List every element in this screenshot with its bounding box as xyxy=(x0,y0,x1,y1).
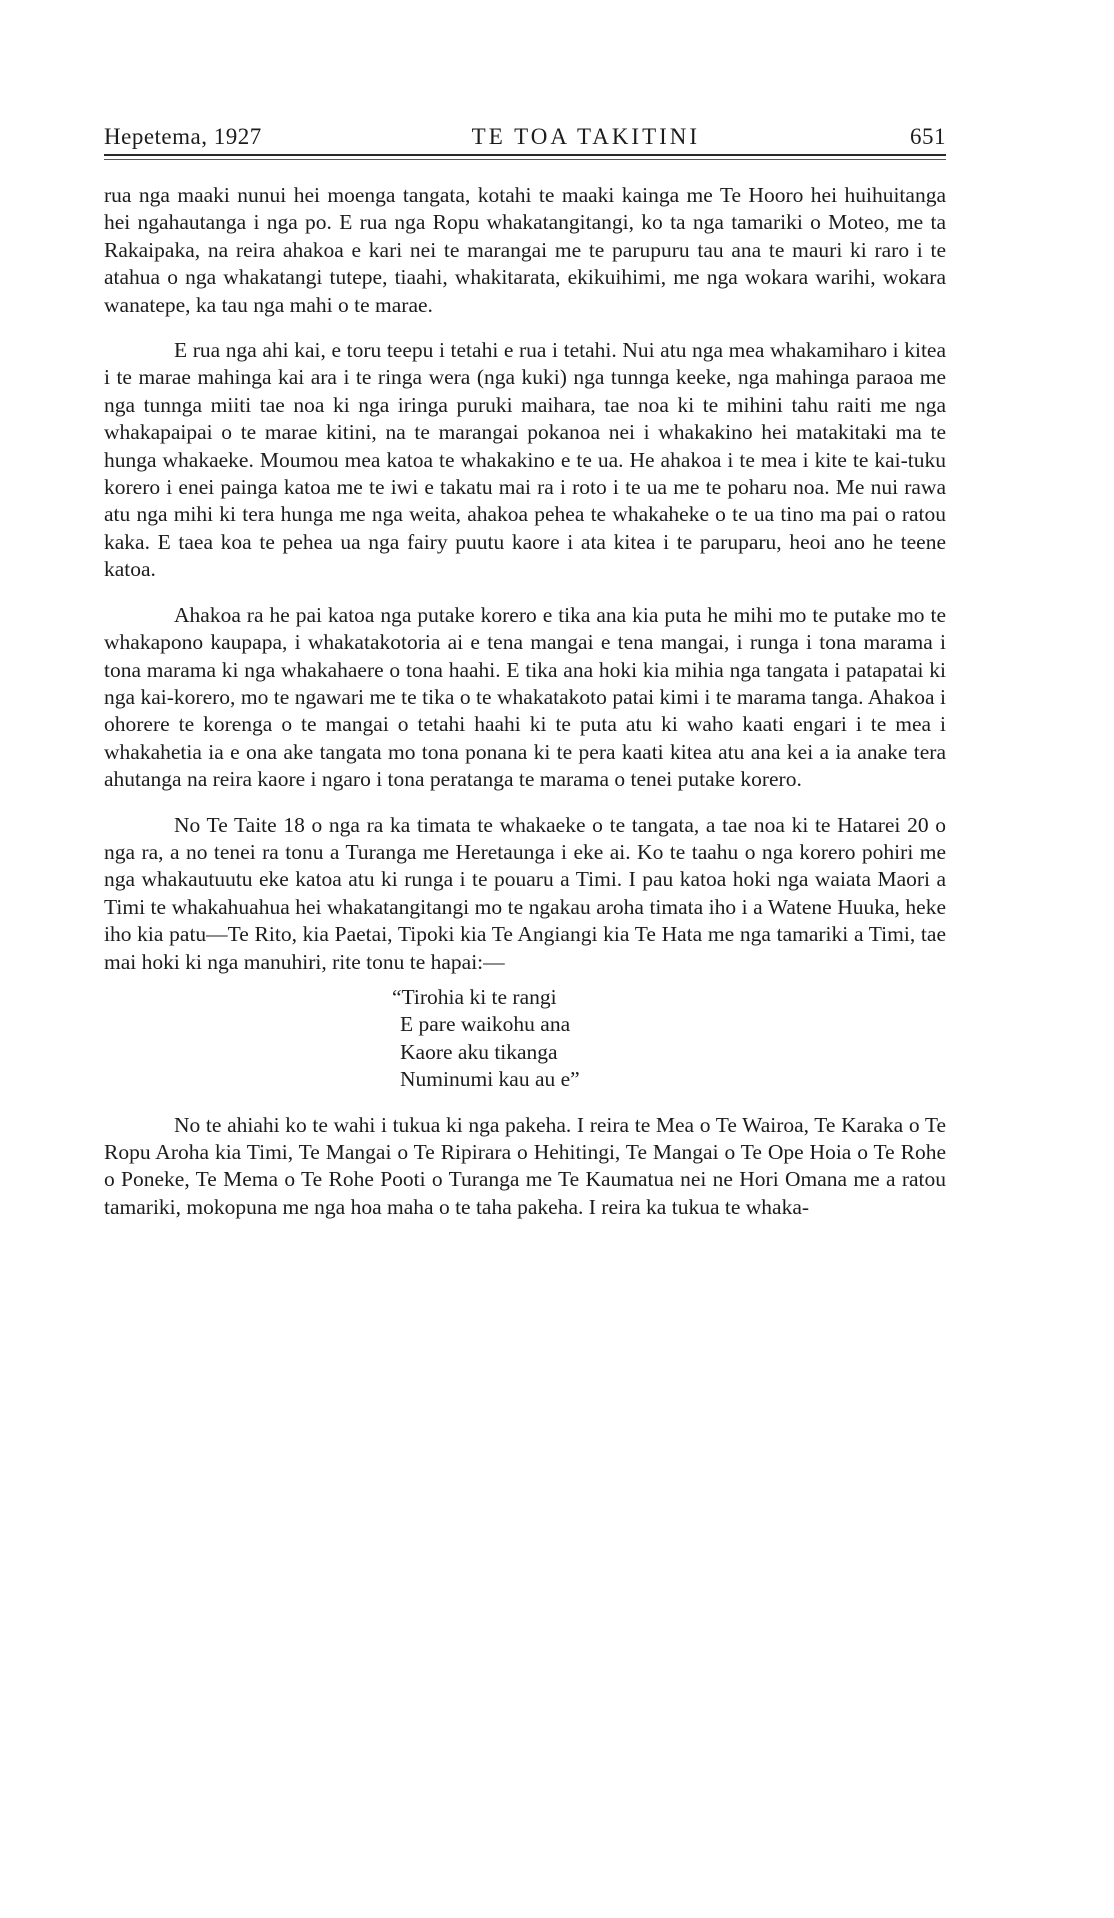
song-line-2: E pare waikohu ana xyxy=(400,1012,571,1037)
paragraph-5: No te ahiahi ko te wahi i tukua ki nga pakeha. I reira te Mea o Te Wairoa, Te Karaka o Te Ropu Aroha kia Timi, Te Mangai o Te Ripirara o Hehitingi, Te Mangai o Te Ope Hoia o Te Rohe o Poneke, Te Mema o Te Rohe Pooti o Turanga me Te Kaumatua nei ne Hori Omana me a ratou tamariki, mokopuna me nga hoa maha o te taha pakeha. I reira ka tukua te whaka- xyxy=(104,1112,946,1219)
document-page xyxy=(104,124,946,1239)
quoted-song xyxy=(392,984,946,1094)
header-page-number: 651 xyxy=(910,124,946,149)
paragraph-4: No Te Taite 18 o nga ra ka timata te whakaeke o te tangata, a tae noa ki te Hatarei 20 o nga ra, a no tenei ra tonu a Turanga me Heretaunga i eke ai. Ko te taahu o nga korero pohiri me nga whakautuutu eke katoa atu ki runga i te pouaru a Timi. I pau katoa hoki nga waiata Maori a Timi te whakahuahua hei whakatangitangi mo te ngakau aroha timata iho i a Watene Huuka, heke iho kia patu—Te Rito, kia Paetai, Tipoki kia Te Angiangi kia Te Hata me nga tamariki a Timi, tae mai hoki ki nga manuhiri, rite tonu te hapai:— xyxy=(104,812,946,974)
header-publication-title: TE TOA TAKITINI xyxy=(471,124,701,149)
paragraph-3: Ahakoa ra he pai katoa nga putake korero e tika ana kia puta he mihi mo te putake mo te whakapono kaupapa, i whakatakotoria ai e tena mangai e tena mangai, i runga i tona marama i tona marama ki nga whakahaere o tona haahi. E tika ana hoki kia mihia nga tangata i patapatai ki nga kai-korero, mo te ngawari me te tika o te whakatakoto patai kimi i te marama tanga. Ahakoa i ohorere te korenga o te mangai o tetahi haahi ki te puta atu ki waho kaati engari i te mea i whakahetia ia e ona ake tangata mo tona ponana ki te pera kaati kitea atu ana kei a ia anake tera ahutanga na reira kaore i ngaro i tona peratanga te marama o tenei putake korero. xyxy=(104,602,946,792)
header-date: Hepetema, 1927 xyxy=(104,124,262,149)
body-text xyxy=(104,182,946,1221)
song-line-1: “Tirohia ki te rangi xyxy=(392,984,557,1009)
song-line-3: Kaore aku tikanga xyxy=(400,1039,558,1064)
paragraph-1: rua nga maaki nunui hei moenga tangata, kotahi te maaki kainga me Te Hooro hei huihuitanga hei ngahautanga i nga po. E rua nga Ropu whakatangitangi, ko ta nga tamariki o Moteo, me ta Rakaipaka, na reira ahakoa e kari nei te marangai me te parupuru tau ana te mauri ki raro i te atahua o nga whakatangi tutepe, tiaahi, whakitarata, ekikuihimi, me nga wokara warihi, wokara wanatepe, ka tau nga mahi o te marae. xyxy=(104,183,946,317)
running-header xyxy=(104,124,946,156)
song-line-4: Numinumi kau au e” xyxy=(400,1067,580,1092)
paragraph-2: E rua nga ahi kai, e toru teepu i tetahi e rua i tetahi. Nui atu nga mea whakamiharo i kitea i te marae mahinga kai ara i te ringa wera (nga kuki) nga tunnga keeke, nga mahinga paraoa me nga tunnga miiti tae noa ki nga iringa puruki maihara, tae noa ki te mihini tahu raiti me nga whakapaipai o te marae kitini, na te marangai pokanoa nei i whakakino hei matakitaki ma te hunga whakaeke. Moumou mea katoa te whakakino e te ua. He ahakoa i te mea i kite te kai-tuku korero i enei painga katoa me te iwi e takatu mai ra i roto i te ua me te poharu noa. Me nui rawa atu nga mihi ki tera hunga me nga weita, ahakoa pehea te whakaheke o te ua tino ma pai o ratou kaka. E taea koa te pehea ua nga fairy puutu kaore i ata kitea i te paruparu, heoi ano he teene katoa. xyxy=(104,338,946,582)
header-rule xyxy=(104,159,946,160)
